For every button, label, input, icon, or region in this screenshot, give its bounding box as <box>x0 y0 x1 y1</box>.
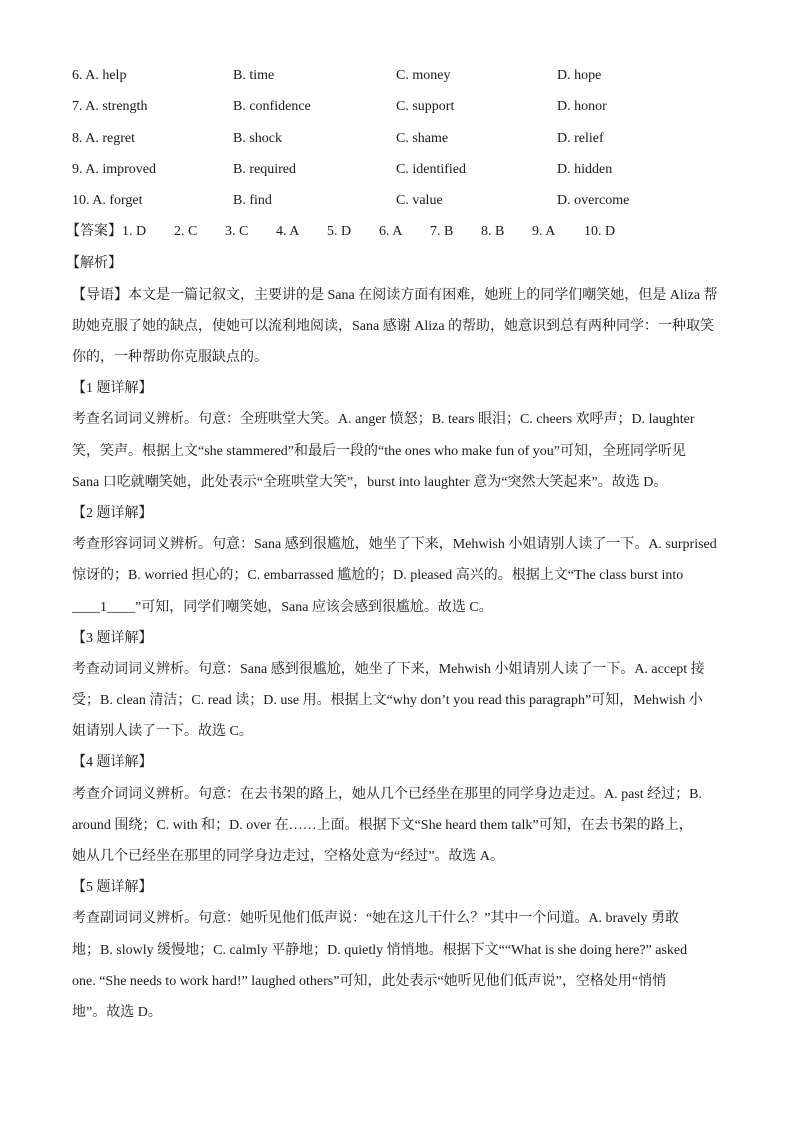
option-b: B. confidence <box>233 99 311 115</box>
text-line: one. “She needs to work hard!” laughed others”可知，此处表示“她听见他们低声说”，空格处用“悄悄 <box>72 973 667 989</box>
answer-item: 7. B <box>430 224 454 240</box>
answer-item: 10. D <box>584 224 616 240</box>
text-line: 考查副词词义辨析。句意：她听见他们低声说：“她在这儿干什么？”其中一个问道。A. bravely 勇敢 <box>72 911 680 927</box>
answer-item: 6. A <box>379 224 403 240</box>
text-line: 笑，笑声。根据上文“she stammered”和最后一段的“the ones who make fun of you”可知，全班同学听见 <box>72 443 686 459</box>
option-b: B. shock <box>233 130 282 146</box>
text-line: 受；B. clean 清洁；C. read 读；D. use 用。根据上文“why don’t you read this paragraph”可知，Mehwish 小 <box>72 693 703 709</box>
question-number: 7. <box>72 99 83 115</box>
option-d: D. honor <box>557 99 607 115</box>
option-a <box>72 93 233 124</box>
option-b: B. time <box>233 68 275 83</box>
section-3 <box>72 624 722 749</box>
text-line: 考查介词词义辨析。句意：在去书架的路上，她从几个已经坐在那里的同学身边走过。A. past 经过；B. <box>72 786 702 802</box>
answer-row <box>66 218 722 249</box>
option-a-text: A. help <box>85 68 127 83</box>
text-line: ____1____”可知，同学们嘲笑她，Sana 应该会感到很尴尬。故选 C。 <box>72 599 493 615</box>
intro-paragraph <box>72 281 722 375</box>
option-row <box>72 93 722 124</box>
option-a <box>72 156 233 187</box>
option-row <box>72 156 722 187</box>
option-d: D. hidden <box>557 161 613 177</box>
question-number: 8. <box>72 130 83 146</box>
option-c: C. value <box>396 193 443 209</box>
question-number: 10. <box>72 193 90 209</box>
answer-item: 5. D <box>327 224 352 240</box>
answer-item: 3. C <box>225 224 249 240</box>
answer-label: 【答案】 <box>66 224 122 240</box>
option-row <box>72 125 722 156</box>
text-line: 地”。故选 D。 <box>72 1004 162 1020</box>
section-heading: 【3 题详解】 <box>72 630 153 646</box>
text-line: 考查动词词义辨析。句意：Sana 感到很尴尬，她坐了下来，Mehwish 小姐请别人读了一下。A. accept 接 <box>72 661 705 677</box>
text-line: 她从几个已经坐在那里的同学身边走过，空格处意为“经过”。故选 A。 <box>72 849 505 865</box>
document-page <box>66 62 722 1029</box>
options-block <box>72 62 722 218</box>
text-line: 考查名词词义辨析。句意：全班哄堂大笑。A. anger 愤怒；B. tears 眼泪；C. cheers 欢呼声；D. laughter <box>72 412 695 428</box>
text-line: 【导语】本文是一篇记叙文，主要讲的是 Sana 在阅读方面有困难，她班上的同学们嘲笑她，但是 Aliza 帮 <box>72 287 718 303</box>
option-c: C. money <box>396 68 451 83</box>
option-a-text: A. improved <box>85 161 156 177</box>
option-a-text: A. forget <box>92 193 143 209</box>
section-heading: 【4 题详解】 <box>72 755 153 771</box>
option-a <box>72 187 233 218</box>
answer-item: 1. D <box>122 224 147 240</box>
question-number: 9. <box>72 161 83 177</box>
text-line: 你的，一种帮助你克服缺点的。 <box>72 350 268 366</box>
option-d: D. overcome <box>557 193 630 209</box>
option-b: B. required <box>233 161 296 177</box>
answer-item: 8. B <box>481 224 505 240</box>
text-line: 地；B. slowly 缓慢地；C. calmly 平静地；D. quietly 悄悄地。根据下文““What is she doing here?” asked <box>72 942 688 958</box>
option-row <box>72 62 722 93</box>
option-a-text: A. strength <box>85 99 148 115</box>
text-line: 考查形容词词义辨析。句意：Sana 感到很尴尬，她坐了下来，Mehwish 小姐请别人读了一下。A. surprised <box>72 537 717 553</box>
answer-item: 9. A <box>532 224 556 240</box>
option-c: C. support <box>396 99 455 115</box>
option-d: D. hope <box>557 68 602 83</box>
option-c: C. identified <box>396 161 466 177</box>
answer-item: 4. A <box>276 224 300 240</box>
option-a <box>72 125 233 156</box>
option-a-text: A. regret <box>85 130 135 146</box>
text-line: around 围绕；C. with 和；D. over 在……上面。根据下文“She heard them talk”可知，在去书架的路上， <box>72 817 693 833</box>
section-heading: 【5 题详解】 <box>72 880 153 896</box>
section-heading: 【1 题详解】 <box>72 381 153 397</box>
answer-item: 2. C <box>174 224 198 240</box>
text-line: Sana 口吃就嘲笑她，此处表示“全班哄堂大笑”，burst into laughter 意为“突然大笑起来”。故选 D。 <box>72 474 668 490</box>
section-heading: 【2 题详解】 <box>72 505 153 521</box>
option-c: C. shame <box>396 130 449 146</box>
text-line: 助她克服了她的缺点，使她可以流利地阅读，Sana 感谢 Aliza 的帮助，她意识到总有两种同学：一种取笑 <box>72 318 715 334</box>
option-a <box>72 62 233 93</box>
text-line: 姐请别人读了一下。故选 C。 <box>72 724 253 740</box>
section-2 <box>72 499 722 624</box>
analysis-label: 【解析】 <box>66 256 122 272</box>
section-5 <box>72 873 722 1029</box>
section-1 <box>72 374 722 499</box>
section-4 <box>72 748 722 873</box>
text-line: 惊讶的；B. worried 担心的；C. embarrassed 尴尬的；D. pleased 高兴的。根据上文“The class burst into <box>72 568 684 584</box>
option-b: B. find <box>233 193 272 209</box>
option-d: D. relief <box>557 130 604 146</box>
question-number: 6. <box>72 68 83 83</box>
option-row <box>72 187 722 218</box>
